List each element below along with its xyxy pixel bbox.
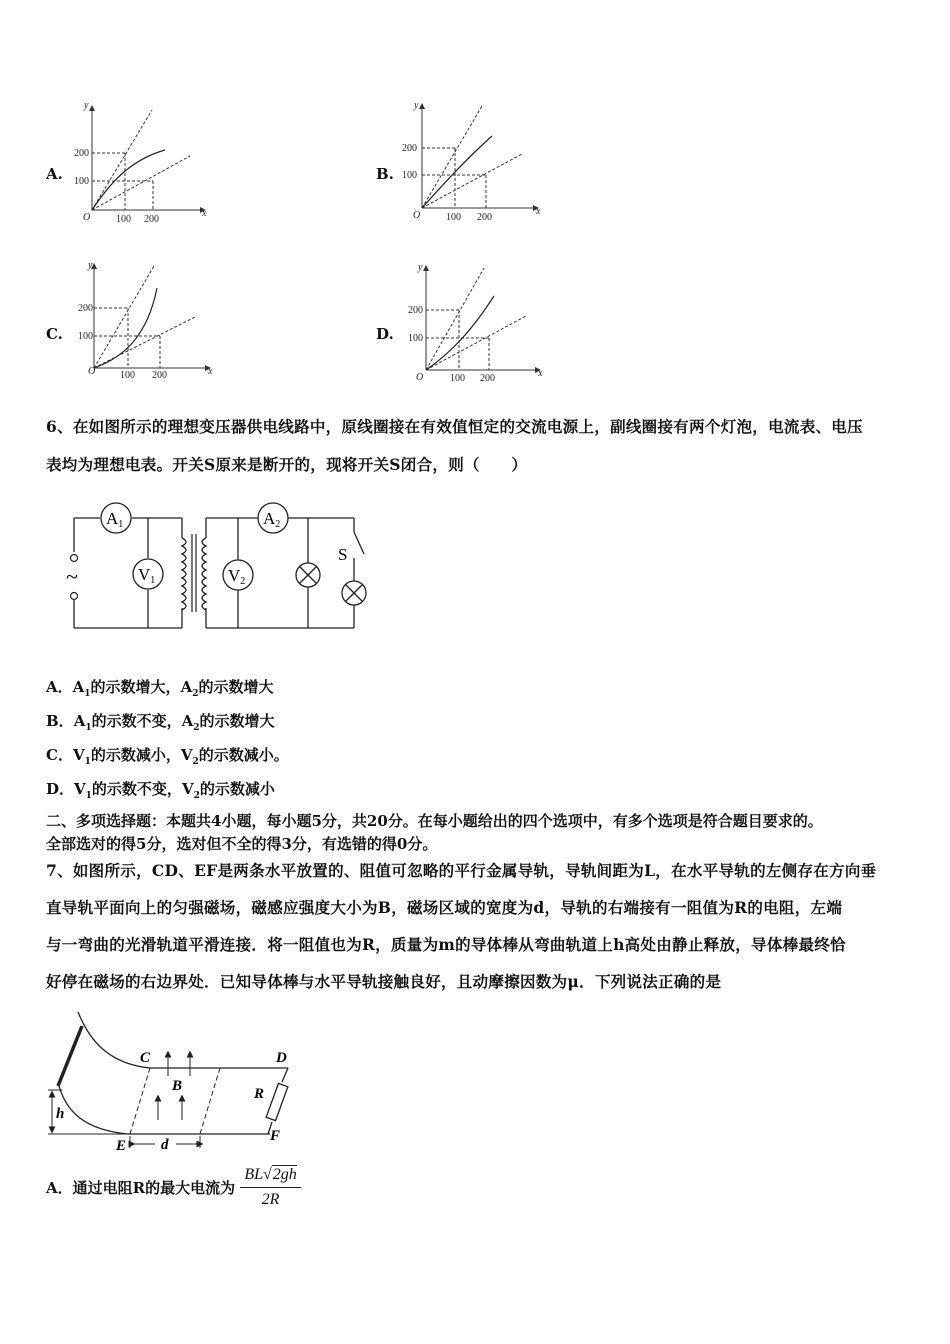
y-tick-100: 100 (78, 331, 93, 342)
origin-label: O (413, 210, 421, 221)
label-h: h (56, 1106, 65, 1122)
q7-choice-a: A．通过电阻R的最大电流为 $\frac{BL√2gh}{2R}$ (46, 1166, 301, 1209)
x-tick-200: 200 (477, 212, 492, 223)
q6-line-1: 6、在如图所示的理想变压器供电线路中，原线圈接在有效值恒定的交流电源上，副线圈接有两个灯泡，电流表、电压 (46, 417, 863, 436)
q7-line-2: 直导轨平面向上的匀强磁场，磁感应强度大小为B，磁场区域的宽度为d，导轨的右端接有一阻值为R的电阻，左端 (46, 898, 843, 917)
section-2-header (46, 810, 823, 856)
conductor-rod (58, 1026, 82, 1086)
y-tick-100: 100 (402, 170, 417, 181)
q7-line-1: 7、如图所示，CD、EF是两条水平放置的、阻值可忽略的平行金属导轨，导轨间距为L，在水平导轨的左侧存在方向垂 (46, 861, 877, 880)
x-axis-label: x (538, 368, 543, 379)
y-tick-100: 100 (74, 176, 89, 187)
y-tick-100: 100 (408, 333, 423, 344)
secondary-coil (202, 538, 206, 610)
label-e: E (116, 1138, 127, 1154)
x-tick-100: 100 (450, 373, 465, 384)
label-b: B (172, 1078, 183, 1094)
label-c: C (140, 1050, 151, 1066)
q6-line-2: 表均为理想电表。开关S原来是断开的，现将开关S闭合，则（ ） (46, 455, 528, 474)
x-tick-100: 100 (120, 370, 135, 381)
y-axis-label: y (88, 260, 93, 271)
voltmeter-v1-label: V1 (138, 565, 156, 586)
x-axis-label: x (202, 208, 207, 219)
origin-label: O (83, 212, 91, 223)
rail-figure (40, 1002, 310, 1166)
y-tick-200: 200 (408, 305, 423, 316)
label-f: F (270, 1128, 281, 1144)
x-axis-label: x (208, 366, 213, 377)
section-2-line-1: 二、多项选择题：本题共4小题，每小题5分，共20分。在每小题给出的四个选项中，有多个选项是符合题目要求的。 (46, 812, 823, 830)
resistor-r (266, 1083, 288, 1120)
switch-s (354, 532, 364, 554)
q6-choice-d: D．$V_1$的示数不变，$V_2$的示数减小 (46, 780, 275, 801)
option-b-label: B. (376, 165, 394, 183)
graph-c (78, 258, 222, 388)
y-axis-label: y (414, 100, 419, 111)
field-right-boundary (200, 1068, 220, 1134)
label-d: D (276, 1050, 287, 1066)
primary-coil (182, 538, 186, 610)
terminal-bottom (71, 593, 78, 600)
q7-text (46, 852, 876, 1000)
option-c-label: C. (46, 325, 63, 343)
ammeter-a1-label: A1 (106, 509, 124, 530)
ammeter-a2-label: A2 (263, 509, 281, 530)
option-d-label: D. (376, 325, 394, 343)
ac-source-symbol: ~ (66, 564, 78, 589)
x-tick-100: 100 (116, 214, 131, 225)
origin-label: O (416, 372, 424, 383)
field-left-boundary (130, 1068, 150, 1134)
q7-line-4: 好停在磁场的右边界处．已知导体棒与水平导轨接触良好，且动摩擦因数为μ．下列说法正确的是 (46, 972, 722, 991)
x-tick-200: 200 (152, 370, 167, 381)
steep-dashed-line (92, 110, 152, 210)
y-tick-200: 200 (74, 148, 89, 159)
voltmeter-v2-label: V2 (228, 566, 246, 587)
y-tick-200: 200 (78, 303, 93, 314)
y-tick-200: 200 (402, 143, 417, 154)
x-axis-label: x (536, 206, 541, 217)
q6-choice-c: C．$V_1$的示数减小，$V_2$的示数减小。 (46, 746, 289, 767)
section-2-line-2: 全部选对的得5分，选对但不全的得3分，有选错的得0分。 (46, 835, 438, 853)
graph-b (402, 98, 550, 228)
option-a-label: A. (46, 165, 63, 183)
curve (92, 150, 165, 210)
x-tick-200: 200 (480, 373, 495, 384)
q6-choice-b: B．$A_1$的示数不变，$A_2$的示数增大 (46, 712, 275, 733)
origin-label: O (88, 366, 96, 377)
x-tick-200: 200 (144, 214, 159, 225)
label-r: R (254, 1086, 265, 1102)
graph-d (408, 260, 552, 390)
max-current-formula: $\frac{BL√2gh}{2R}$ (240, 1166, 300, 1209)
curved-rail-bottom (58, 1082, 128, 1134)
switch-label: S (338, 545, 348, 564)
q6-choice-a: A．$A_1$的示数增大，$A_2$的示数增大 (46, 678, 274, 699)
graph-a (74, 98, 220, 228)
shallow-dashed-line (92, 156, 190, 210)
y-axis-label: y (84, 100, 89, 111)
q6-text (46, 408, 863, 484)
y-axis-label: y (418, 262, 423, 273)
q7-line-3: 与一弯曲的光滑轨道平滑连接．将一阻值也为R，质量为m的导体棒从弯曲轨道上h高处由静止释放，导体棒最终恰 (46, 935, 846, 954)
label-d-width: d (161, 1137, 169, 1153)
terminal-top (71, 555, 78, 562)
transformer-circuit (60, 500, 380, 644)
x-tick-100: 100 (446, 212, 461, 223)
